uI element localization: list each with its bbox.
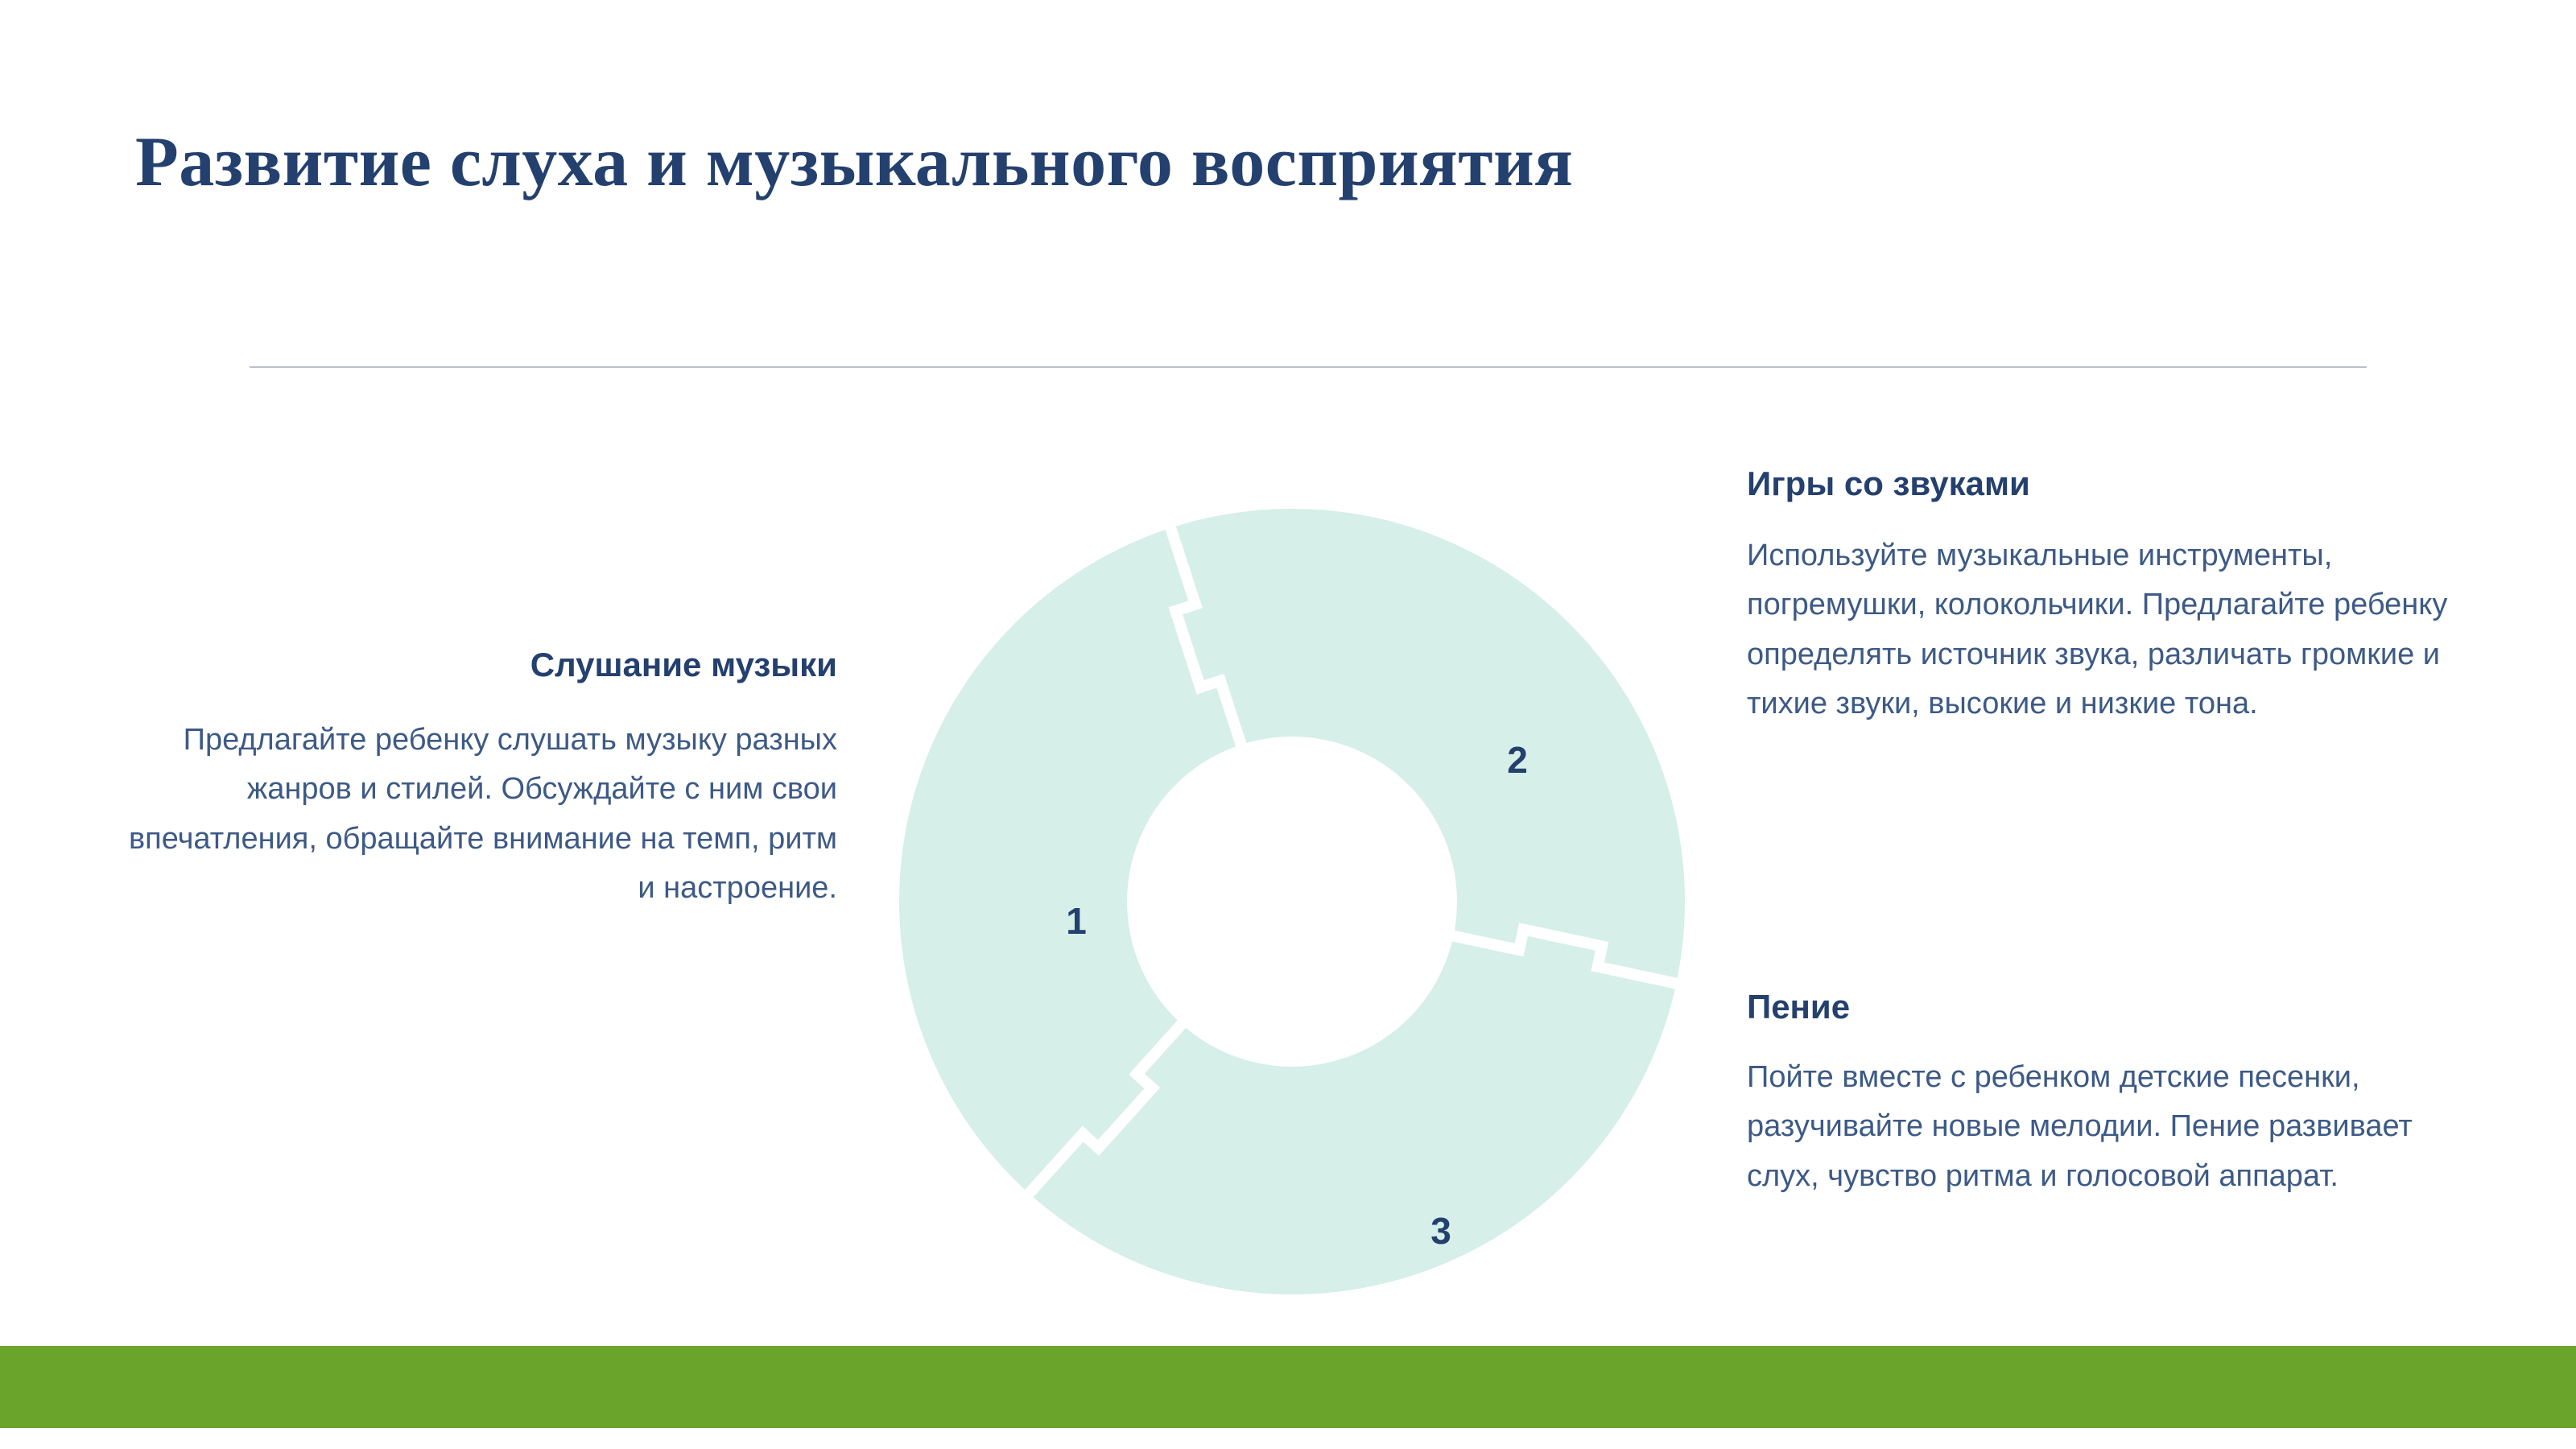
- block-heading-listening: Слушание музыки: [530, 646, 837, 683]
- donut-label-3: 3: [1430, 1210, 1451, 1252]
- block-body-listening: Предлагайте ребенку слушать музыку разных жанров и стилей. Обсуждайте с ним свои впечатления, обращайте внимание на темп, ритм и настроение.: [128, 722, 837, 906]
- block-body-singing: Пойте вместе с ребенком детские песенки, разучивайте новые мелодии. Пение развивает слух, чувство ритма и голосовой аппарат.: [1747, 1059, 2413, 1193]
- page-title: Развитие слуха и музыкального восприятия: [135, 123, 1574, 201]
- title-divider: [250, 366, 2367, 368]
- donut-chart: [886, 495, 1699, 1308]
- block-heading-singing: Пение: [1747, 988, 1851, 1026]
- donut-hole: [1127, 737, 1457, 1067]
- donut-label-2: 2: [1507, 739, 1528, 781]
- donut-label-1: 1: [1066, 900, 1087, 942]
- block-heading-sound-games: Игры со звуками: [1747, 464, 2030, 502]
- block-body-sound-games: Используйте музыкальные инструменты, погремушки, колокольчики. Предлагайте ребенку определять источник звука, различать громкие и тихие звуки, высокие и низкие тона.: [1747, 538, 2448, 721]
- text-block-singing: [1747, 986, 2471, 1201]
- bottom-accent-bar: [0, 1346, 2576, 1449]
- text-block-sound-games: [1747, 463, 2471, 729]
- bottom-bar-white-strip: [0, 1428, 2576, 1449]
- text-block-listening: [113, 644, 837, 914]
